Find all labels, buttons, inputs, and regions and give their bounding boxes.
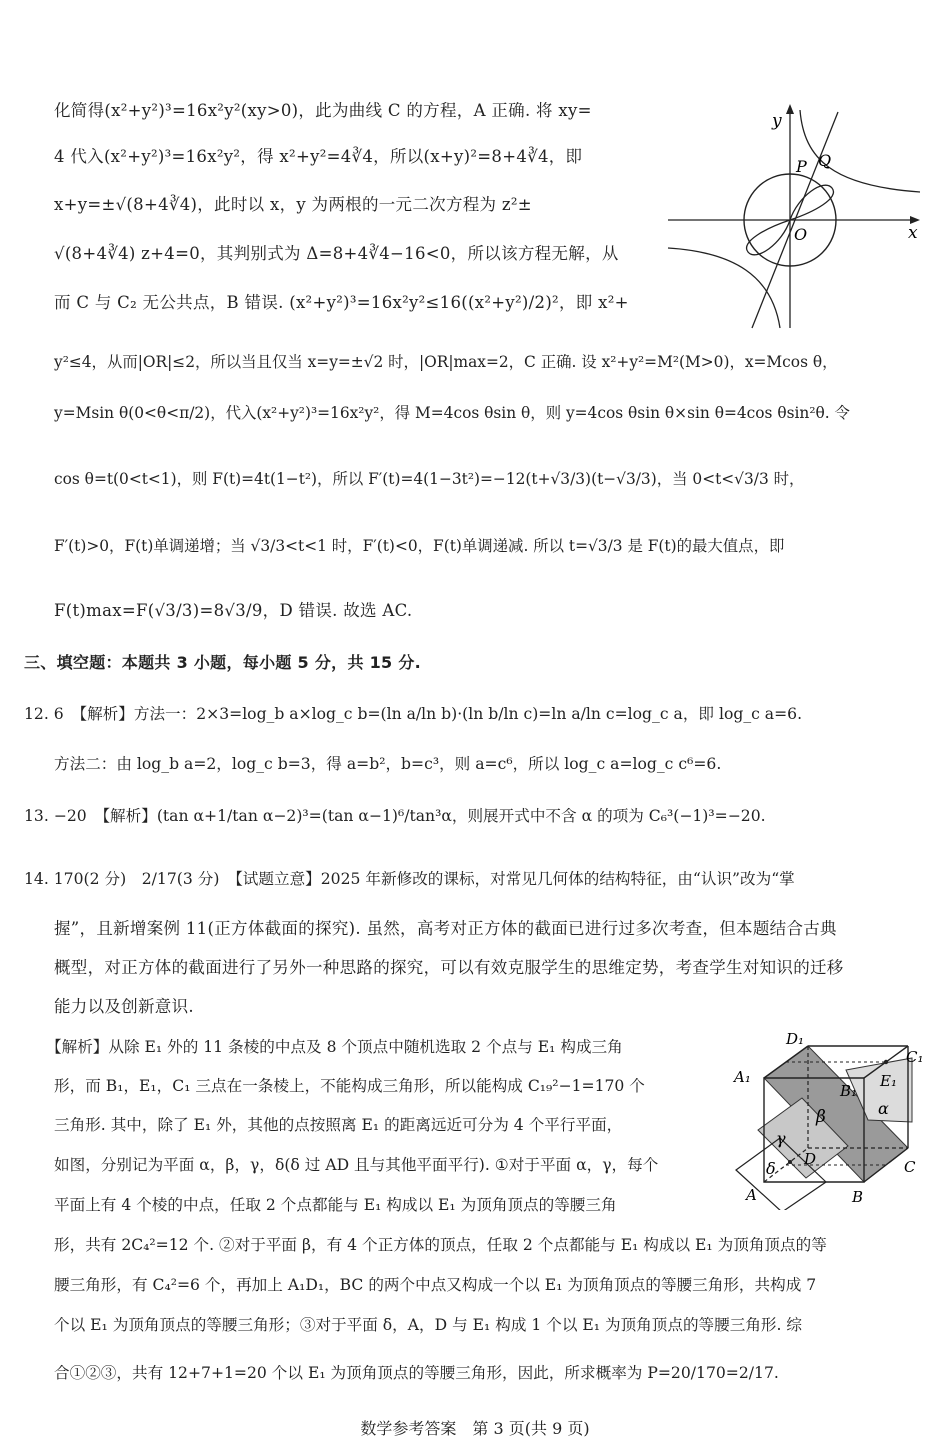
para-line-3: x+y=±√(8+4∛4)，此时以 x，y 为两根的一元二次方程为 z²± [54,195,532,214]
point-p-label: P [796,157,807,176]
label-b: B [852,1188,864,1206]
para-line-6: y²≤4，从而|OR|≤2，所以当且仅当 x=y=±√2 时，|OR|max=2，C 正确. 设 x²+y²=M²(M>0)，x=Mcos θ， [54,353,838,371]
section-title: 三、填空题：本题共 3 小题，每小题 5 分，共 15 分. [24,653,422,672]
x-label: x [908,223,918,243]
q14-analysis-3: 三角形. 其中，除了 E₁ 外，其他的点按照离 E₁ 的距离远近可分为 4 个平行平面， [54,1116,623,1134]
label-d1: D₁ [786,1032,805,1048]
q14-analysis-9: 合①②③，共有 12+7+1=20 个以 E₁ 为顶角顶点的等腰三角形，因此，所求概率为 P=20/170=2/17. [54,1364,779,1382]
page-footer: 数学参考答案 第 3 页(共 9 页) [360,1419,590,1438]
q14-analysis-6: 形，共有 2C₄²=12 个. ②对于平面 β，有 4 个正方体的顶点，任取 2 个点都能与 E₁ 构成以 E₁ 为顶角顶点的等 [54,1236,827,1254]
para-line-1: 化简得(x²+y²)³=16x²y²(xy>0)，此为曲线 C 的方程，A 正确. 将 xy= [54,101,592,120]
label-alpha: α [878,1099,889,1118]
q12-line-1: 12. 6 【解析】方法一：2×3=log_b a×log_c b=(ln a/ln b)·(ln b/ln c)=ln a/ln c=log_c a，即 log_c a=6. [24,705,803,723]
q14-line-4: 能力以及创新意识. [54,997,194,1016]
para-line-9: F′(t)>0，F(t)单调递增；当 √3/3<t<1 时，F′(t)<0，F(t)单调递减. 所以 t=√3/3 是 F(t)的最大值点，即 [54,537,785,555]
q14-analysis-5: 平面上有 4 个棱的中点，任取 2 个点都能与 E₁ 构成以 E₁ 为顶角顶点的等腰三角 [54,1196,617,1214]
label-c1: C₁ [906,1048,924,1066]
q14-analysis-8: 个以 E₁ 为顶角顶点的等腰三角形；③对于平面 δ，A，D 与 E₁ 构成 1 个以 E₁ 为顶角顶点的等腰三角形. 综 [54,1316,803,1334]
point-e1-dot [884,1060,888,1064]
q13-line: 13. −20 【解析】(tan α+1/tan α−2)³=(tan α−1)⁶/tan³α，则展开式中不含 α 的项为 C₆³(−1)³=−20. [24,807,766,825]
q14-analysis-1: 【解析】从除 E₁ 外的 11 条棱的中点及 8 个顶点中随机选取 2 个点与 E₁ 构成三角 [46,1038,623,1056]
label-c: C [904,1158,916,1176]
para-line-8: cos θ=t(0<t<1)，则 F(t)=4t(1−t²)，所以 F′(t)=4(1−3t²)=−12(t+√3/3)(t−√3/3)，当 0<t<√3/3 时， [54,470,805,488]
label-gamma: γ [776,1129,786,1148]
q12-line-2: 方法二：由 log_b a=2，log_c b=3，得 a=b²，b=c³，则 a=c⁶，所以 log_c a=log_c c⁶=6. [54,755,722,773]
para-line-10: F(t)max=F(√3/3)=8√3/9，D 错误. 故选 AC. [54,601,413,620]
curve-graph [664,100,926,332]
label-d: D [804,1150,817,1168]
label-beta: β [816,1107,826,1127]
label-e1: E₁ [880,1072,897,1090]
para-line-4: √(8+4∛4) z+4=0，其判别式为 Δ=8+4∛4−16<0，所以该方程无解，从 [54,244,619,263]
q14-analysis-4: 如图，分别记为平面 α，β，γ，δ(δ 过 AD 且与其他平面平行). ①对于平面 α，γ，每个 [54,1156,659,1174]
label-a: A [746,1186,757,1204]
q14-analysis-7: 腰三角形，有 C₄²=6 个，再加上 A₁D₁，BC 的两个中点又构成一个以 E₁ 为顶角顶点的等腰三角形，共构成 7 [54,1276,817,1294]
origin-label: O [794,225,808,244]
y-arrow-icon [786,104,794,114]
hyperbola-lower [668,248,780,328]
para-line-2: 4 代入(x²+y²)³=16x²y²，得 x²+y²=4∛4，所以(x+y)²=8+4∛4，即 [54,147,583,166]
q14-line-3: 概型，对正方体的截面进行了另外一种思路的探究，可以有效克服学生的思维定势，考查学生对知识的迁移 [54,958,844,977]
para-line-7: y=Msin θ(0<θ<π/2)，代入(x²+y²)³=16x²y²，得 M=4cos θsin θ，则 y=4cos θsin θ×sin θ=4cos θsin²θ. 令 [54,404,850,422]
label-delta: δ [766,1159,776,1178]
point-q-label: Q [818,151,832,170]
label-b1: B₁ [840,1082,858,1100]
y-label: y [772,111,782,131]
q14-analysis-2: 形，而 B₁，E₁，C₁ 三点在一条棱上，不能构成三角形，所以能构成 C₁₉²−1=170 个 [54,1077,645,1095]
label-a1: A₁ [734,1068,751,1086]
point-delta-dot [788,1160,792,1164]
q14-line-2: 握”，且新增案例 11(正方体截面的探究). 虽然，高考对正方体的截面已进行过多次考查，但本题结合古典 [54,919,837,938]
cube-figure [728,1032,932,1210]
para-line-5: 而 C 与 C₂ 无公共点，B 错误. (x²+y²)³=16x²y²≤16((x²+y²)/2)²，即 x²+ [54,293,629,312]
q14-line-1: 14. 170(2 分) 2/17(3 分) 【试题立意】2025 年新修改的课标，对常见几何体的结构特征，由“认识”改为“掌 [24,870,795,888]
